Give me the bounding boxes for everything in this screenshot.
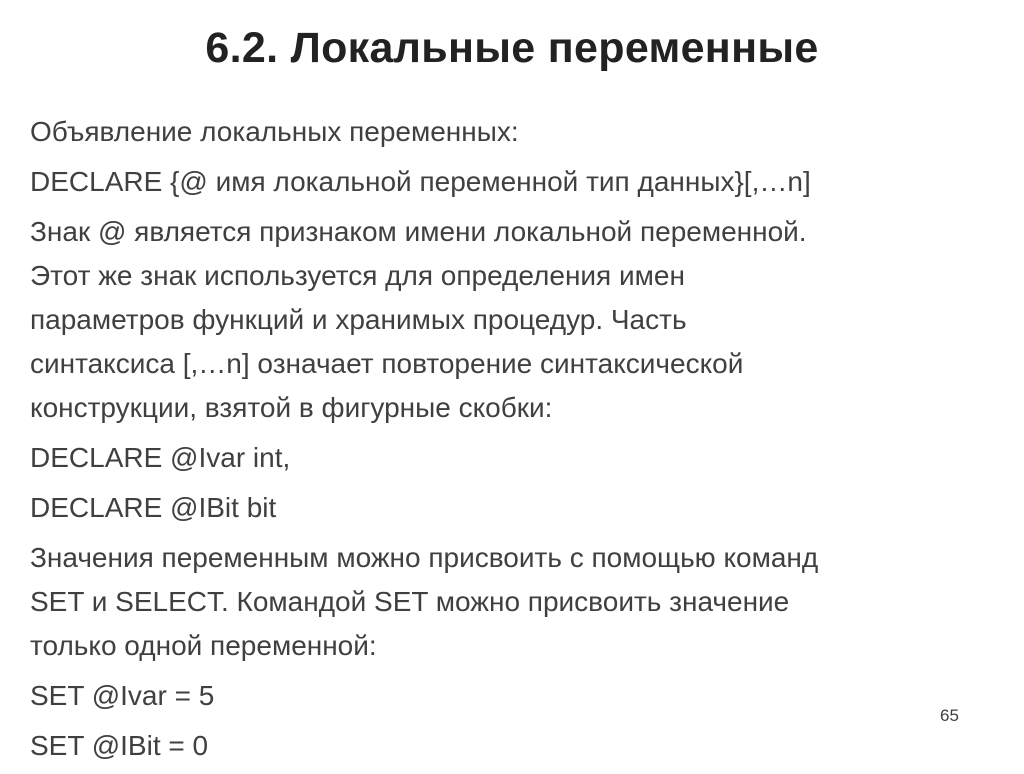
text-line: SET @IBit = 0 (30, 730, 209, 761)
text-line: только одной переменной: (30, 630, 377, 661)
text-line: синтаксиса [,…n] означает повторение синтаксической (30, 348, 744, 379)
paragraph-set-ivar (30, 674, 1005, 718)
text-line: конструкции, взятой в фигурные скобки: (30, 392, 553, 423)
text-line: DECLARE @IBit bit (30, 492, 277, 523)
text-line: Этот же знак используется для определения имен (30, 260, 685, 291)
slide-title: 6.2. Локальные переменные (205, 24, 819, 72)
paragraph-assignment-explanation (30, 536, 1005, 668)
slide-body (30, 110, 1005, 774)
paragraph-set-ibit (30, 724, 1005, 768)
text-line: SET @Ivar = 5 (30, 680, 215, 711)
paragraph-declare-syntax (30, 160, 1005, 204)
text-line: DECLARE @Ivar int, (30, 442, 291, 473)
text-line: SET и SELECT. Командой SET можно присвоить значение (30, 586, 790, 617)
text-line: Значения переменным можно присвоить с помощью команд (30, 542, 819, 573)
text-line: Объявление локальных переменных: (30, 116, 519, 147)
paragraph-declare-ibit (30, 486, 1005, 530)
paragraph-at-sign-explanation (30, 210, 1005, 430)
paragraph-declaration-intro (30, 110, 1005, 154)
text-line: DECLARE {@ имя локальной переменной тип данных}[,…n] (30, 166, 811, 197)
paragraph-declare-ivar (30, 436, 1005, 480)
page-number: 65 (940, 706, 959, 725)
text-line: Знак @ является признаком имени локальной переменной. (30, 216, 807, 247)
text-line: параметров функций и хранимых процедур. Часть (30, 304, 687, 335)
